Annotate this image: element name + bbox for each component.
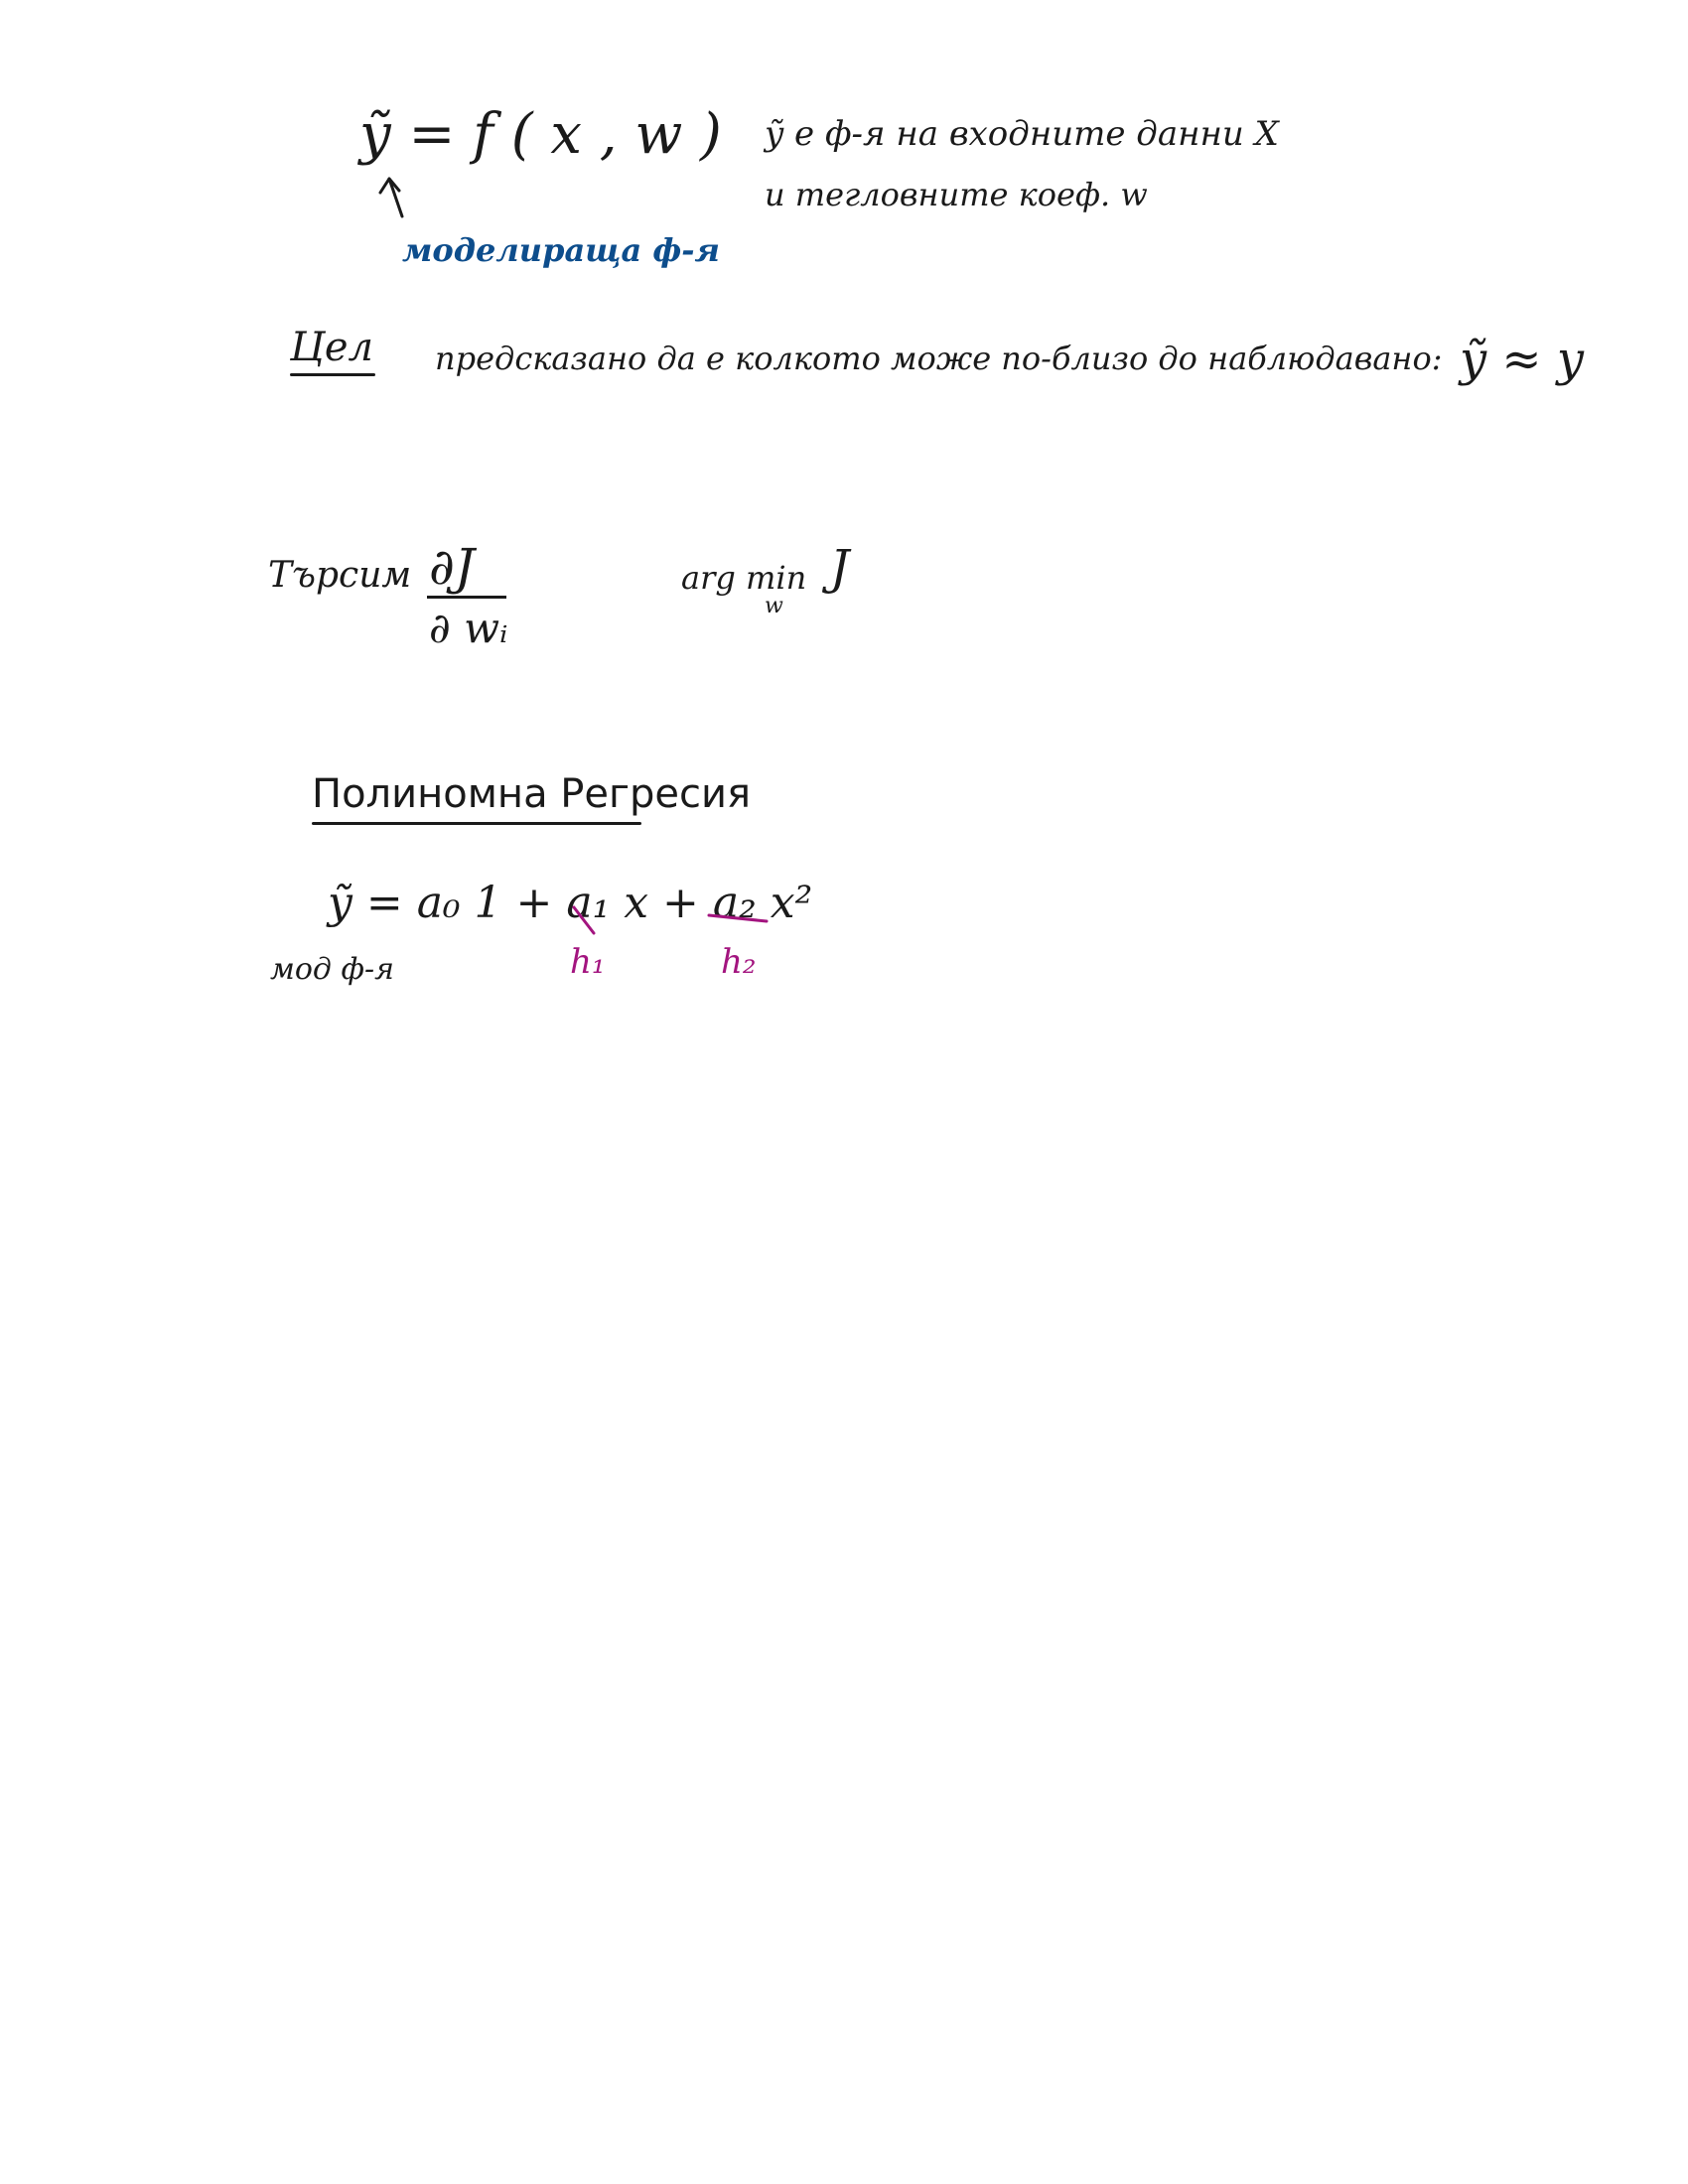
argmin: arg min — [681, 559, 807, 597]
section-heading: Полиномна Регресия — [312, 771, 752, 817]
goal-label-underline — [290, 373, 375, 376]
argmin-subscript: w — [765, 594, 783, 618]
model-equation: ỹ = f ( x , w ) — [359, 102, 722, 167]
goal-label: Цел — [290, 325, 374, 370]
model-description-line-1: ỹ е ф-я на входните данни X — [765, 114, 1279, 154]
partial-numerator: ∂J — [429, 538, 475, 596]
argmin-J: J — [830, 540, 850, 596]
search-label: Търсим — [268, 555, 412, 596]
partial-denominator: ∂ wᵢ — [429, 604, 508, 652]
fraction-bar — [427, 596, 506, 599]
section-heading-underline — [312, 822, 641, 825]
model-description-line-2: и тегловните коеф. w — [765, 176, 1148, 213]
model-note: моделираща ф-я — [402, 231, 720, 269]
polynomial-equation: ỹ = a₀ 1 + a₁ x + a₂ x² — [328, 878, 813, 928]
goal-text: предсказано да е колкото може по-близо до наблюдавано: — [435, 340, 1443, 377]
goal-approx: ỹ ≈ y — [1460, 332, 1584, 387]
polynomial-model-label: мод ф-я — [270, 952, 394, 987]
feature-h1: h₁ — [570, 942, 606, 982]
feature-h2: h₂ — [721, 942, 757, 982]
